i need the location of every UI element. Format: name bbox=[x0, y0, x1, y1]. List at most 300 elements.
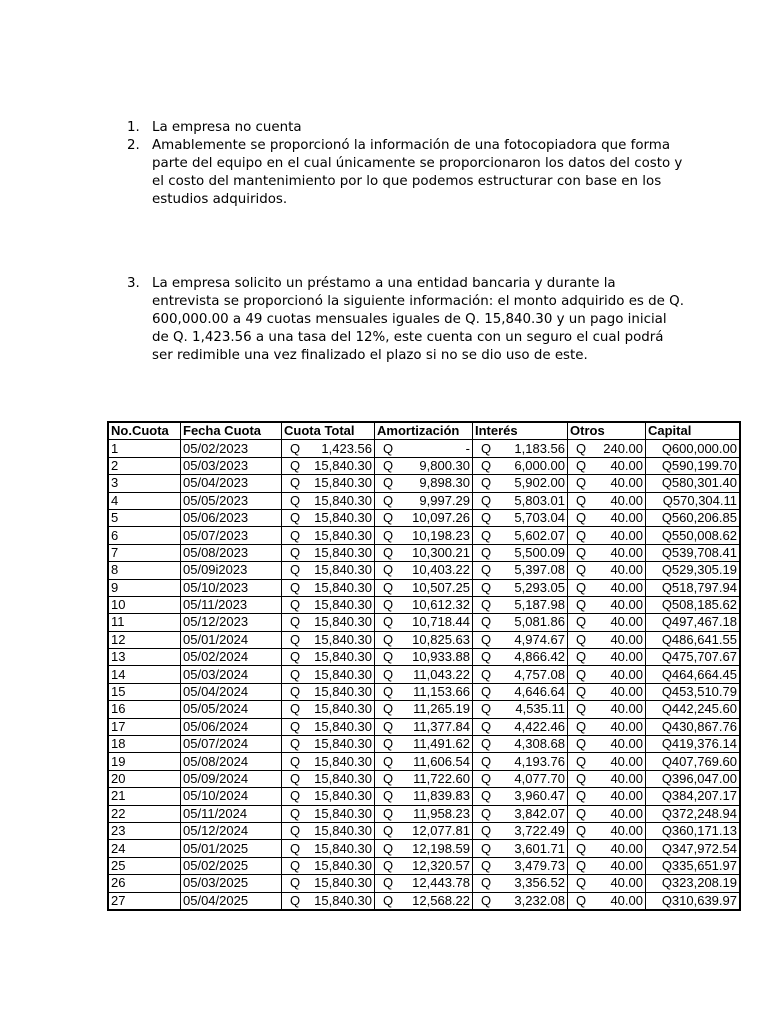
money-value bbox=[475, 614, 565, 630]
cell-cuota-total bbox=[282, 649, 375, 666]
cell-cuota-total bbox=[282, 718, 375, 735]
cell-capital: Q508,185.62 bbox=[646, 596, 741, 613]
amount: 15,840.30 bbox=[314, 840, 372, 856]
cell-otros bbox=[568, 527, 646, 544]
money-value bbox=[377, 458, 470, 474]
cell-otros bbox=[568, 440, 646, 457]
money-value bbox=[377, 736, 470, 752]
cell-capital: Q580,301.40 bbox=[646, 475, 741, 492]
cell-no-cuota: 5 bbox=[108, 509, 181, 526]
cell-interes bbox=[473, 753, 568, 770]
currency-symbol: Q bbox=[383, 527, 394, 543]
cell-no-cuota: 21 bbox=[108, 788, 181, 805]
currency-symbol: Q bbox=[290, 510, 301, 526]
currency-symbol: Q bbox=[481, 718, 492, 734]
cell-amortizacion bbox=[375, 579, 473, 596]
money-value bbox=[284, 441, 372, 457]
cell-interes bbox=[473, 440, 568, 457]
cell-amortizacion bbox=[375, 527, 473, 544]
currency-symbol: Q bbox=[383, 771, 394, 786]
amount: 3,722.49 bbox=[514, 823, 565, 839]
cell-fecha-cuota: 05/11/2023 bbox=[181, 596, 282, 613]
money-value bbox=[284, 580, 372, 596]
currency-symbol: Q bbox=[290, 527, 301, 543]
amount: 3,960.47 bbox=[514, 788, 565, 804]
currency-symbol: Q bbox=[576, 457, 587, 473]
cell-cuota-total bbox=[282, 701, 375, 718]
money-value bbox=[570, 475, 643, 491]
cell-amortizacion bbox=[375, 509, 473, 526]
currency-symbol: Q bbox=[576, 736, 587, 752]
table-row bbox=[108, 753, 740, 770]
amount: 15,840.30 bbox=[314, 457, 372, 473]
currency-symbol: Q bbox=[383, 840, 394, 856]
cell-otros bbox=[568, 892, 646, 910]
amount: 4,193.76 bbox=[514, 753, 565, 769]
cell-otros bbox=[568, 649, 646, 666]
money-value bbox=[377, 580, 470, 596]
currency-symbol: Q bbox=[290, 840, 301, 856]
cell-capital: Q518,797.94 bbox=[646, 579, 741, 596]
amount: 11,839.83 bbox=[413, 788, 470, 804]
money-value bbox=[377, 562, 470, 578]
table-row bbox=[108, 579, 740, 596]
amount: 1,423.56 bbox=[321, 440, 372, 456]
money-value bbox=[284, 545, 372, 561]
list-text: Amablemente se proporcionó la información de una fotocopiadora que forma parte del equipo en el cual únicamente se proporcionaron los datos del costo y el costo del mantenimiento por lo que podemos estructurar con base en los estudios adquiridos. bbox=[152, 138, 683, 207]
cell-otros bbox=[568, 822, 646, 839]
currency-symbol: Q bbox=[290, 771, 301, 786]
cell-cuota-total bbox=[282, 527, 375, 544]
currency-symbol: Q bbox=[481, 544, 492, 560]
table-row bbox=[108, 544, 740, 561]
currency-symbol: Q bbox=[481, 857, 492, 873]
cell-otros bbox=[568, 614, 646, 631]
amount: 15,840.30 bbox=[314, 701, 372, 717]
money-value bbox=[570, 754, 643, 770]
currency-symbol: Q bbox=[290, 597, 301, 613]
cell-fecha-cuota: 05/02/2023 bbox=[181, 440, 282, 457]
amount: 11,722.60 bbox=[413, 771, 470, 786]
currency-symbol: Q bbox=[481, 805, 492, 821]
amount: 40.00 bbox=[610, 788, 643, 804]
currency-symbol: Q bbox=[576, 492, 587, 508]
cell-otros bbox=[568, 701, 646, 718]
amount: 40.00 bbox=[610, 666, 643, 682]
cell-interes bbox=[473, 649, 568, 666]
money-value bbox=[377, 597, 470, 613]
currency-symbol: Q bbox=[481, 562, 492, 578]
currency-symbol: Q bbox=[383, 753, 394, 769]
list-number: 3. bbox=[127, 276, 140, 291]
cell-amortizacion bbox=[375, 788, 473, 805]
money-value bbox=[377, 475, 470, 491]
currency-symbol: Q bbox=[481, 875, 492, 891]
amount: 4,757.08 bbox=[514, 666, 565, 682]
cell-fecha-cuota: 05/05/2024 bbox=[181, 701, 282, 718]
cell-fecha-cuota: 05/01/2024 bbox=[181, 631, 282, 648]
cell-no-cuota: 15 bbox=[108, 683, 181, 700]
amount: 40.00 bbox=[610, 579, 643, 595]
money-value bbox=[377, 684, 470, 700]
cell-amortizacion bbox=[375, 875, 473, 892]
cell-capital: Q323,208.19 bbox=[646, 875, 741, 892]
amount: 12,198.59 bbox=[412, 840, 470, 856]
currency-symbol: Q bbox=[383, 631, 394, 647]
currency-symbol: Q bbox=[576, 475, 587, 491]
cell-capital: Q539,708.41 bbox=[646, 544, 741, 561]
cell-fecha-cuota: 05/10/2024 bbox=[181, 788, 282, 805]
cell-fecha-cuota: 05/09i2023 bbox=[181, 562, 282, 579]
currency-symbol: Q bbox=[383, 892, 394, 908]
cell-interes bbox=[473, 579, 568, 596]
cell-interes bbox=[473, 770, 568, 787]
money-value bbox=[570, 823, 643, 839]
currency-symbol: Q bbox=[383, 597, 394, 613]
currency-symbol: Q bbox=[481, 684, 492, 700]
currency-symbol: Q bbox=[576, 579, 587, 595]
amount: 40.00 bbox=[610, 823, 643, 839]
currency-symbol: Q bbox=[576, 527, 587, 543]
money-value bbox=[570, 458, 643, 474]
money-value bbox=[377, 545, 470, 561]
cell-otros bbox=[568, 875, 646, 892]
currency-symbol: Q bbox=[290, 875, 301, 891]
amount: 40.00 bbox=[610, 736, 643, 752]
money-value bbox=[475, 475, 565, 491]
table-row bbox=[108, 509, 740, 526]
money-value bbox=[570, 649, 643, 665]
cell-amortizacion bbox=[375, 614, 473, 631]
cell-amortizacion bbox=[375, 666, 473, 683]
currency-symbol: Q bbox=[481, 649, 492, 665]
list-item bbox=[127, 275, 687, 365]
money-value bbox=[284, 562, 372, 578]
cell-cuota-total bbox=[282, 614, 375, 631]
money-value bbox=[570, 701, 643, 717]
cell-otros bbox=[568, 631, 646, 648]
cell-no-cuota: 23 bbox=[108, 822, 181, 839]
cell-capital: Q442,245.60 bbox=[646, 701, 741, 718]
cell-cuota-total bbox=[282, 736, 375, 753]
currency-symbol: Q bbox=[290, 440, 301, 456]
money-value bbox=[377, 788, 470, 804]
table-row bbox=[108, 596, 740, 613]
cell-capital: Q590,199.70 bbox=[646, 457, 741, 474]
money-value bbox=[475, 580, 565, 596]
cell-no-cuota: 14 bbox=[108, 666, 181, 683]
currency-symbol: Q bbox=[576, 544, 587, 560]
amount: 15,840.30 bbox=[314, 736, 372, 752]
money-value bbox=[377, 510, 470, 526]
amount: - bbox=[465, 440, 470, 456]
money-value bbox=[570, 875, 643, 891]
currency-symbol: Q bbox=[383, 457, 394, 473]
money-value bbox=[475, 875, 565, 891]
table-row bbox=[108, 770, 740, 787]
cell-interes bbox=[473, 457, 568, 474]
table-row bbox=[108, 666, 740, 683]
cell-interes bbox=[473, 509, 568, 526]
amount: 5,602.07 bbox=[514, 527, 565, 543]
currency-symbol: Q bbox=[383, 701, 394, 717]
currency-symbol: Q bbox=[576, 649, 587, 665]
cell-interes bbox=[473, 596, 568, 613]
cell-fecha-cuota: 05/04/2024 bbox=[181, 683, 282, 700]
cell-amortizacion bbox=[375, 718, 473, 735]
amount: 15,840.30 bbox=[314, 649, 372, 665]
numbered-list-bottom bbox=[127, 275, 687, 365]
cell-cuota-total bbox=[282, 457, 375, 474]
money-value bbox=[284, 841, 372, 857]
money-value bbox=[284, 684, 372, 700]
table-row bbox=[108, 701, 740, 718]
cell-interes bbox=[473, 683, 568, 700]
header-capital: Capital bbox=[646, 422, 741, 440]
money-value bbox=[284, 493, 372, 509]
cell-fecha-cuota: 05/08/2024 bbox=[181, 753, 282, 770]
cell-capital: Q560,206.85 bbox=[646, 509, 741, 526]
header-otros: Otros bbox=[568, 422, 646, 440]
cell-no-cuota: 9 bbox=[108, 579, 181, 596]
cell-capital: Q372,248.94 bbox=[646, 805, 741, 822]
list-number: 2. bbox=[127, 138, 140, 153]
cell-capital: Q464,664.45 bbox=[646, 666, 741, 683]
cell-amortizacion bbox=[375, 892, 473, 910]
money-value bbox=[475, 493, 565, 509]
currency-symbol: Q bbox=[576, 510, 587, 526]
cell-fecha-cuota: 05/08/2023 bbox=[181, 544, 282, 561]
money-value bbox=[377, 893, 470, 909]
cell-amortizacion bbox=[375, 649, 473, 666]
list-text: La empresa solicito un préstamo a una entidad bancaria y durante la entrevista se proporcionó la siguiente información: el monto adquirido es de Q. 600,000.00 a 49 cuotas mensuales iguales de Q. 15,840.30 y un pago inicial de Q. 1,423.56 a una tasa del 12%, este cuenta con un seguro el cual podrá ser redimible una vez finalizado el plazo si no se dio uso de este. bbox=[152, 276, 684, 363]
cell-amortizacion bbox=[375, 492, 473, 509]
currency-symbol: Q bbox=[383, 440, 394, 456]
amount: 40.00 bbox=[610, 527, 643, 543]
amount: 15,840.30 bbox=[314, 562, 372, 578]
amount: 40.00 bbox=[610, 544, 643, 560]
amount: 10,825.63 bbox=[412, 631, 470, 647]
amount: 11,491.62 bbox=[413, 736, 470, 752]
currency-symbol: Q bbox=[481, 457, 492, 473]
amount: 5,902.00 bbox=[514, 475, 565, 491]
currency-symbol: Q bbox=[290, 892, 301, 908]
currency-symbol: Q bbox=[290, 684, 301, 700]
table-row bbox=[108, 457, 740, 474]
cell-amortizacion bbox=[375, 770, 473, 787]
currency-symbol: Q bbox=[290, 544, 301, 560]
cell-otros bbox=[568, 683, 646, 700]
cell-otros bbox=[568, 736, 646, 753]
currency-symbol: Q bbox=[481, 840, 492, 856]
currency-symbol: Q bbox=[383, 684, 394, 700]
money-value bbox=[475, 893, 565, 909]
money-value bbox=[475, 528, 565, 544]
cell-interes bbox=[473, 492, 568, 509]
money-value bbox=[284, 806, 372, 822]
cell-capital: Q384,207.17 bbox=[646, 788, 741, 805]
amount: 10,933.88 bbox=[412, 649, 470, 665]
cell-cuota-total bbox=[282, 857, 375, 874]
cell-interes bbox=[473, 631, 568, 648]
amount: 40.00 bbox=[610, 840, 643, 856]
currency-symbol: Q bbox=[290, 457, 301, 473]
currency-symbol: Q bbox=[290, 701, 301, 717]
money-value bbox=[475, 736, 565, 752]
currency-symbol: Q bbox=[383, 857, 394, 873]
money-value bbox=[570, 858, 643, 874]
currency-symbol: Q bbox=[383, 666, 394, 682]
cell-amortizacion bbox=[375, 840, 473, 857]
money-value bbox=[570, 545, 643, 561]
money-value bbox=[475, 771, 565, 787]
amount: 15,840.30 bbox=[314, 597, 372, 613]
cell-fecha-cuota: 05/07/2023 bbox=[181, 527, 282, 544]
cell-otros bbox=[568, 805, 646, 822]
amount: 40.00 bbox=[610, 562, 643, 578]
money-value bbox=[377, 754, 470, 770]
amount: 10,612.32 bbox=[412, 597, 470, 613]
money-value bbox=[475, 649, 565, 665]
cell-cuota-total bbox=[282, 544, 375, 561]
amount: 40.00 bbox=[610, 875, 643, 891]
currency-symbol: Q bbox=[290, 736, 301, 752]
money-value bbox=[475, 858, 565, 874]
money-value bbox=[475, 823, 565, 839]
currency-symbol: Q bbox=[290, 475, 301, 491]
cell-cuota-total bbox=[282, 770, 375, 787]
cell-amortizacion bbox=[375, 822, 473, 839]
currency-symbol: Q bbox=[576, 823, 587, 839]
money-value bbox=[475, 841, 565, 857]
currency-symbol: Q bbox=[576, 875, 587, 891]
amount: 40.00 bbox=[610, 718, 643, 734]
money-value bbox=[284, 597, 372, 613]
currency-symbol: Q bbox=[481, 753, 492, 769]
cell-fecha-cuota: 05/03/2025 bbox=[181, 875, 282, 892]
money-value bbox=[475, 545, 565, 561]
cell-no-cuota: 19 bbox=[108, 753, 181, 770]
table-row bbox=[108, 840, 740, 857]
table-header-row bbox=[108, 422, 740, 440]
table-row bbox=[108, 649, 740, 666]
list-number: 1. bbox=[127, 120, 140, 135]
cell-no-cuota: 25 bbox=[108, 857, 181, 874]
cell-capital: Q453,510.79 bbox=[646, 683, 741, 700]
currency-symbol: Q bbox=[290, 666, 301, 682]
currency-symbol: Q bbox=[481, 892, 492, 908]
currency-symbol: Q bbox=[383, 718, 394, 734]
currency-symbol: Q bbox=[481, 614, 492, 630]
amount: 15,840.30 bbox=[314, 684, 372, 700]
list-text: La empresa no cuenta bbox=[152, 120, 302, 135]
currency-symbol: Q bbox=[383, 805, 394, 821]
amount: 12,077.81 bbox=[412, 823, 470, 839]
cell-capital: Q396,047.00 bbox=[646, 770, 741, 787]
cell-fecha-cuota: 05/12/2023 bbox=[181, 614, 282, 631]
amount: 4,535.11 bbox=[515, 701, 565, 717]
amount: 10,507.25 bbox=[412, 579, 470, 595]
currency-symbol: Q bbox=[290, 805, 301, 821]
currency-symbol: Q bbox=[290, 492, 301, 508]
currency-symbol: Q bbox=[290, 718, 301, 734]
money-value bbox=[570, 893, 643, 909]
list-item bbox=[127, 137, 687, 209]
cell-amortizacion bbox=[375, 753, 473, 770]
amount: 40.00 bbox=[610, 614, 643, 630]
table-row bbox=[108, 892, 740, 910]
amount: 15,840.30 bbox=[314, 614, 372, 630]
money-value bbox=[475, 632, 565, 648]
amount: 15,840.30 bbox=[314, 788, 372, 804]
currency-symbol: Q bbox=[481, 597, 492, 613]
currency-symbol: Q bbox=[481, 736, 492, 752]
currency-symbol: Q bbox=[290, 823, 301, 839]
cell-no-cuota: 6 bbox=[108, 527, 181, 544]
money-value bbox=[284, 893, 372, 909]
amount: 3,232.08 bbox=[514, 892, 565, 908]
amount: 3,479.73 bbox=[514, 857, 565, 873]
amount: 10,300.21 bbox=[412, 544, 470, 560]
currency-symbol: Q bbox=[290, 649, 301, 665]
money-value bbox=[284, 528, 372, 544]
money-value bbox=[377, 841, 470, 857]
amount: 40.00 bbox=[610, 492, 643, 508]
money-value bbox=[377, 649, 470, 665]
money-value bbox=[475, 458, 565, 474]
cell-amortizacion bbox=[375, 857, 473, 874]
money-value bbox=[284, 614, 372, 630]
cell-cuota-total bbox=[282, 631, 375, 648]
amount: 5,397.08 bbox=[514, 562, 565, 578]
cell-otros bbox=[568, 718, 646, 735]
amount: 9,898.30 bbox=[419, 475, 470, 491]
cell-cuota-total bbox=[282, 788, 375, 805]
cell-no-cuota: 8 bbox=[108, 562, 181, 579]
cell-capital: Q529,305.19 bbox=[646, 562, 741, 579]
table-row bbox=[108, 631, 740, 648]
money-value bbox=[377, 614, 470, 630]
money-value bbox=[570, 580, 643, 596]
currency-symbol: Q bbox=[576, 597, 587, 613]
cell-no-cuota: 10 bbox=[108, 596, 181, 613]
money-value bbox=[570, 667, 643, 683]
cell-cuota-total bbox=[282, 596, 375, 613]
cell-no-cuota: 3 bbox=[108, 475, 181, 492]
money-value bbox=[284, 475, 372, 491]
money-value bbox=[377, 701, 470, 717]
cell-fecha-cuota: 05/01/2025 bbox=[181, 840, 282, 857]
money-value bbox=[475, 806, 565, 822]
cell-cuota-total bbox=[282, 683, 375, 700]
money-value bbox=[570, 632, 643, 648]
amount: 15,840.30 bbox=[314, 510, 372, 526]
money-value bbox=[475, 719, 565, 735]
cell-otros bbox=[568, 544, 646, 561]
money-value bbox=[570, 736, 643, 752]
cell-fecha-cuota: 05/03/2023 bbox=[181, 457, 282, 474]
cell-no-cuota: 17 bbox=[108, 718, 181, 735]
amortization-table bbox=[107, 421, 741, 911]
currency-symbol: Q bbox=[383, 562, 394, 578]
cell-cuota-total bbox=[282, 805, 375, 822]
cell-otros bbox=[568, 457, 646, 474]
money-value bbox=[377, 441, 470, 457]
amount: 5,500.09 bbox=[514, 544, 565, 560]
amount: 5,703.04 bbox=[514, 510, 565, 526]
table-row bbox=[108, 857, 740, 874]
header-interes: Interés bbox=[473, 422, 568, 440]
